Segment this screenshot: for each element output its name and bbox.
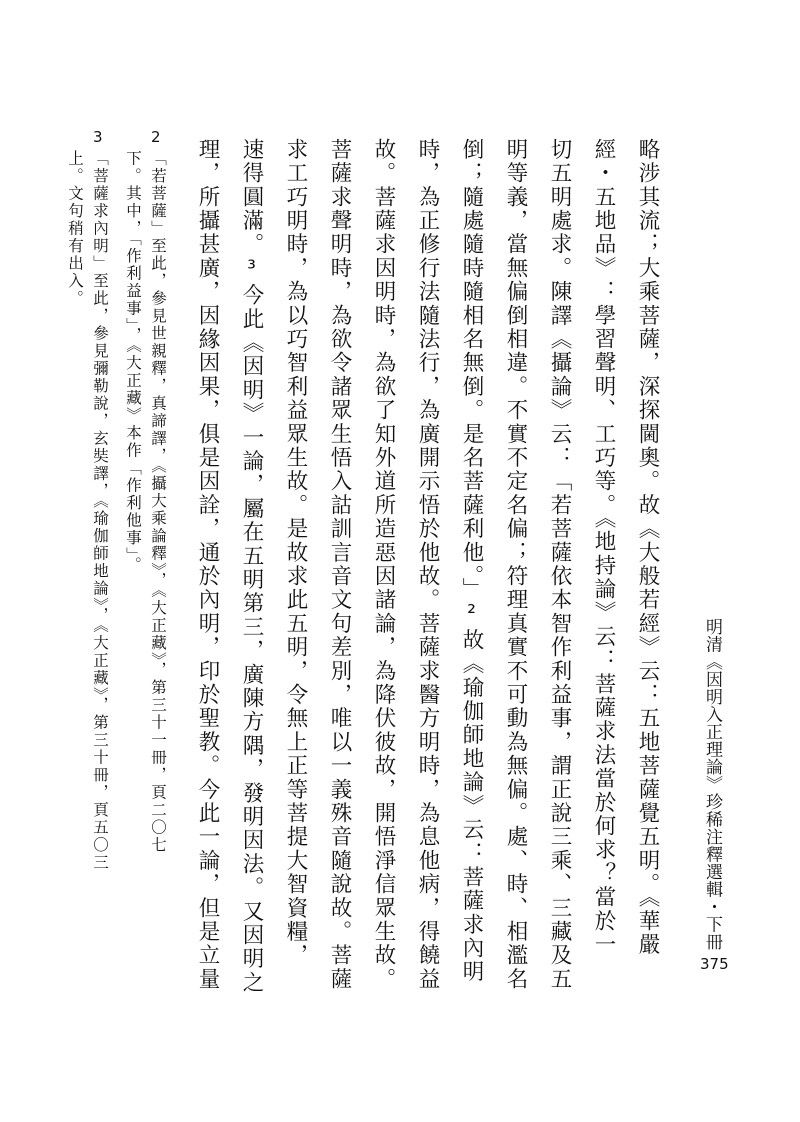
body-column-6: 時，為正修行法隨法行，為廣開示悟於他故。菩薩求醫方明時，為息他病，得饒益	[415, 138, 440, 992]
page-number: 375	[700, 955, 729, 973]
footnote-number-3: 3	[93, 128, 103, 146]
running-header: 明清《因明入正理論》珍稀注釋選輯・下冊	[702, 618, 722, 951]
footnote-3-line-1: 「菩薩求內明」至此，參見彌勒說，玄奘譯，《瑜伽師地論》，《大正藏》，第三十冊，頁五〇三	[91, 150, 109, 872]
footnote-number-2: 2	[151, 128, 161, 146]
body-column-2: 經・五地品》：學習聲明、工巧等。《地持論》云：菩薩求法當於何求？當於一	[591, 138, 616, 957]
body-column-3: 切五明處求。陳譯《攝論》云：「若菩薩依本智作利益事，謂正說三乘、三藏及五	[547, 138, 572, 992]
footnote-3-line-2: 上。文句稍有出入。	[66, 150, 84, 308]
body-column-10: 速得圓滿。³今此《因明》一論，屬在五明第三，廣陳方隅，發明因法。又因明之	[239, 138, 264, 995]
body-column-8: 菩薩求聲明時，為欲令諸眾生悟入詁訓言音文句差別，唯以一義殊音隨說故。菩薩	[327, 138, 352, 992]
body-column-9: 求工巧明時，為以巧智利益眾生故。是故求此五明，令無上正等菩提大智資糧，	[283, 138, 308, 968]
footnote-2-line-2: 下。其中，「作利益事」，《大正藏》本作「作利他事」。	[124, 150, 142, 574]
body-column-7: 故。菩薩求因明時，為欲了知外道所造惡因諸論，為降伏彼故，開悟淨信眾生故。	[371, 138, 396, 992]
body-column-5: 倒；隨處隨時隨相名無倒。是名菩薩利他。」²故《瑜伽師地論》云：菩薩求內明	[459, 138, 484, 984]
body-column-4: 明等義，當無偏倒相違。不實不定名偏；符理真實不可動為無偏。處、時、相濫名	[503, 138, 528, 992]
footnote-2-line-1: 「若菩薩」至此，參見世親釋，真諦譯，《攝大乘論釋》，《大正藏》，第三十一冊，頁二〇七	[149, 150, 167, 854]
body-column-11: 理，所攝甚廣，因緣因果，俱是因詮，通於內明，印於聖教。今此一論，但是立量	[195, 138, 220, 992]
body-column-1: 略涉其流；大乘菩薩，深探閫奧。故《大般若經》云：五地菩薩覺五明。《華嚴	[635, 138, 660, 957]
